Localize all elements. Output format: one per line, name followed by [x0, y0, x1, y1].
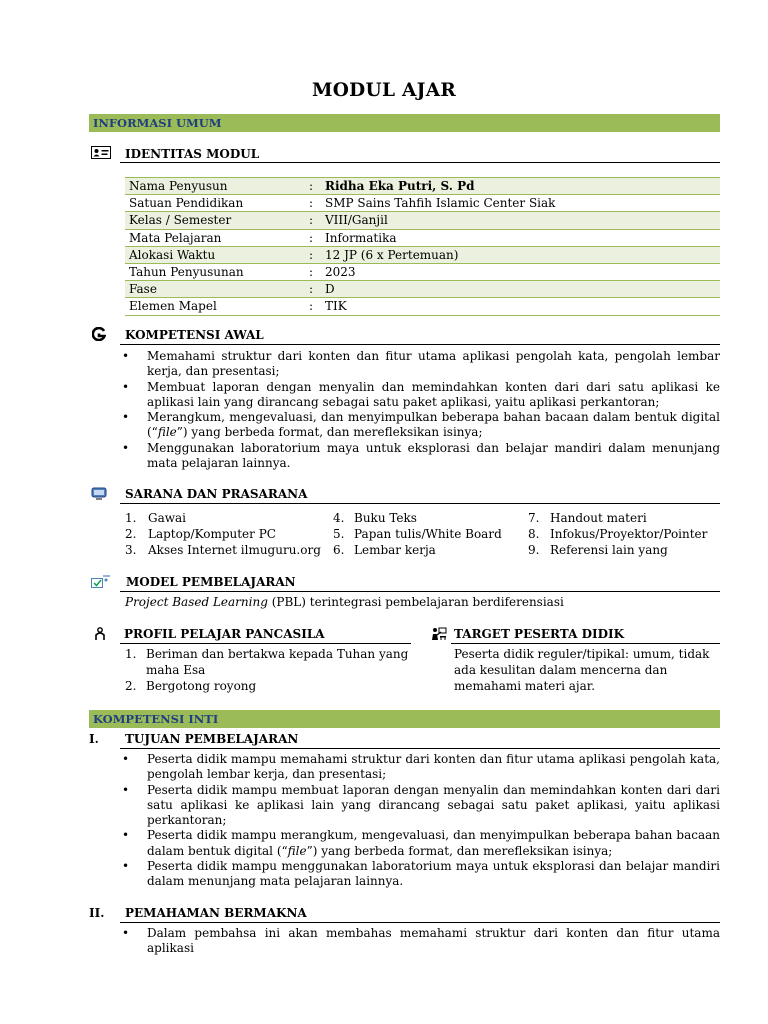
- row-value: D: [321, 281, 720, 298]
- section-rule: [120, 344, 720, 345]
- sarana-item-num: 2.: [125, 527, 137, 541]
- list-item: • Dalam pembahsa ini akan membahas memahami struktur dari konten dan fitur utama aplikasi: [122, 926, 720, 956]
- sarana-item-num: 8.: [528, 527, 540, 541]
- row-label: Fase: [125, 281, 305, 298]
- row-colon: :: [305, 298, 321, 315]
- row-label: Mata Pelajaran: [125, 229, 305, 246]
- g-logo-icon: [92, 327, 106, 344]
- kompetensi-awal-list: [120, 349, 720, 471]
- row-value: VIII/Ganjil: [321, 212, 720, 229]
- section-band-kompetensi-inti: [89, 710, 720, 728]
- sarana-item-num: 4.: [333, 511, 345, 525]
- section-heading-target: TARGET PESERTA DIDIK: [454, 627, 625, 641]
- sarana-item-num: 5.: [333, 527, 345, 541]
- sarana-item-text: Lembar kerja: [354, 543, 436, 557]
- row-value: 2023: [321, 263, 720, 280]
- row-colon: :: [305, 229, 321, 246]
- row-label: Satuan Pendidikan: [125, 195, 305, 212]
- sarana-item-text: Akses Internet ilmuguru.org: [148, 543, 321, 557]
- id-card-icon: [91, 146, 111, 162]
- section-rule: [120, 162, 720, 163]
- profil-item-text-cont: maha Esa: [146, 663, 206, 677]
- sarana-item-text: Infokus/Proyektor/Pointer: [550, 527, 708, 541]
- list-item: • Menggunakan laboratorium maya untuk eksplorasi dan belajar mandiri dalam menunjang mata pelajaran lainnya.: [122, 440, 720, 471]
- band-label: INFORMASI UMUM: [93, 116, 222, 130]
- tujuan-list: [120, 752, 720, 890]
- row-value: Ridha Eka Putri, S. Pd: [321, 178, 720, 195]
- sarana-item-text: Referensi lain yang: [550, 543, 668, 557]
- model-text: Project Based Learning (PBL) terintegrasi pembelajaran berdiferensiasi: [125, 595, 564, 609]
- profil-item-text: Bergotong royong: [146, 679, 257, 693]
- sarana-item-num: 1.: [125, 511, 137, 525]
- row-colon: :: [305, 195, 321, 212]
- row-label: Tahun Penyusunan: [125, 263, 305, 280]
- list-item: • Merangkum, mengevaluasi, dan menyimpulkan beberapa bahan bacaan dalam bentuk digital (“file”) yang berbeda format, dan merefleksikan isinya;: [122, 410, 720, 440]
- table-row: [125, 212, 720, 229]
- sarana-item-num: 3.: [125, 543, 137, 557]
- sarana-item-text: Buku Teks: [354, 511, 417, 525]
- checklist-icon: [91, 575, 111, 592]
- sarana-item-text: Gawai: [148, 511, 187, 525]
- sarana-item-num: 6.: [333, 543, 345, 557]
- sarana-item-text: Laptop/Komputer PC: [148, 527, 276, 541]
- table-row: [125, 178, 720, 195]
- table-row: [125, 298, 720, 315]
- row-colon: :: [305, 263, 321, 280]
- table-row: [125, 229, 720, 246]
- pemahaman-list: [120, 926, 720, 957]
- page-title: MODUL AJAR: [311, 80, 457, 101]
- row-label: Elemen Mapel: [125, 298, 305, 315]
- profil-item-num: 2.: [125, 679, 137, 693]
- section-rule: [120, 922, 720, 923]
- section-band-informasi-umum: [89, 114, 720, 132]
- row-colon: :: [305, 246, 321, 263]
- sarana-item-text: Papan tulis/White Board: [354, 527, 502, 541]
- teacher-icon: [431, 627, 447, 644]
- section-rule: [120, 591, 720, 592]
- row-value: Informatika: [321, 229, 720, 246]
- target-text-line: Peserta didik reguler/tipikal: umum, tidak: [454, 647, 710, 661]
- section-heading-model: MODEL PEMBELAJARAN: [126, 575, 296, 589]
- sarana-item-num: 7.: [528, 511, 540, 525]
- row-colon: :: [305, 212, 321, 229]
- table-row: [125, 246, 720, 263]
- table-row: [125, 281, 720, 298]
- section-heading-pemahaman: PEMAHAMAN BERMAKNA: [125, 906, 307, 920]
- section-rule: [120, 643, 411, 644]
- list-item: • Peserta didik mampu memahami struktur dari konten dan fitur utama aplikasi pengolah kata, pengolah lembar kerja, dan presentasi;: [122, 752, 720, 782]
- row-value: 12 JP (6 x Pertemuan): [321, 246, 720, 263]
- section-rule: [451, 643, 720, 644]
- section-number: I.: [89, 732, 99, 746]
- section-rule: [120, 748, 720, 749]
- list-item: • Memahami struktur dari konten dan fitur utama aplikasi pengolah kata, pengolah lembar kerja, dan presentasi;: [122, 349, 720, 379]
- section-heading-identitas: IDENTITAS MODUL: [125, 147, 260, 161]
- row-colon: :: [305, 178, 321, 195]
- band-label: KOMPETENSI INTI: [93, 712, 219, 726]
- row-label: Alokasi Waktu: [125, 246, 305, 263]
- list-item: • Membuat laporan dengan menyalin dan memindahkan konten dari dari satu aplikasi ke aplikasi lain yang dirancang sebagai satu paket aplikasi, yaitu aplikasi perkantoran;: [122, 379, 720, 409]
- sarana-item-num: 9.: [528, 543, 540, 557]
- target-text-line: ada kesulitan dalam mencerna dan: [454, 663, 668, 677]
- people-icon: [93, 627, 107, 644]
- section-heading-sarana: SARANA DAN PRASARANA: [125, 487, 308, 501]
- sarana-item-text: Handout materi: [550, 511, 647, 525]
- row-label: Kelas / Semester: [125, 212, 305, 229]
- list-item: • Peserta didik mampu membuat laporan dengan menyalin dan memindahkan konten dari dari satu aplikasi ke aplikasi lain yang dirancang sebagai satu paket aplikasi, yaitu aplikasi perkantoran;: [122, 782, 720, 828]
- list-item: • Peserta didik mampu menggunakan laboratorium maya untuk eksplorasi dan belajar mandiri dalam menunjang mata pelajaran lainnya.: [122, 859, 720, 889]
- row-value: SMP Sains Tahfih Islamic Center Siak: [321, 195, 720, 212]
- profil-item-num: 1.: [125, 647, 137, 661]
- list-item: • Peserta didik mampu merangkum, mengevaluasi, dan menyimpulkan beberapa bahan bacaan dalam bentuk digital (“file”) yang berbeda format, dan merefleksikan isinya;: [122, 828, 720, 858]
- identitas-table: [125, 177, 720, 316]
- row-value: TIK: [321, 298, 720, 315]
- row-colon: :: [305, 281, 321, 298]
- row-label: Nama Penyusun: [125, 178, 305, 195]
- monitor-icon: [91, 487, 107, 504]
- section-heading-kompetensi-awal: KOMPETENSI AWAL: [125, 328, 264, 342]
- table-row: [125, 263, 720, 280]
- section-rule: [120, 503, 720, 504]
- section-heading-tujuan: TUJUAN PEMBELAJARAN: [125, 732, 299, 746]
- table-row: [125, 195, 720, 212]
- profil-item-text: Beriman dan bertakwa kepada Tuhan yang: [146, 647, 409, 661]
- section-heading-profil: PROFIL PELAJAR PANCASILA: [124, 627, 325, 641]
- section-number: II.: [89, 906, 105, 920]
- target-text-line: memahami materi ajar.: [454, 679, 596, 693]
